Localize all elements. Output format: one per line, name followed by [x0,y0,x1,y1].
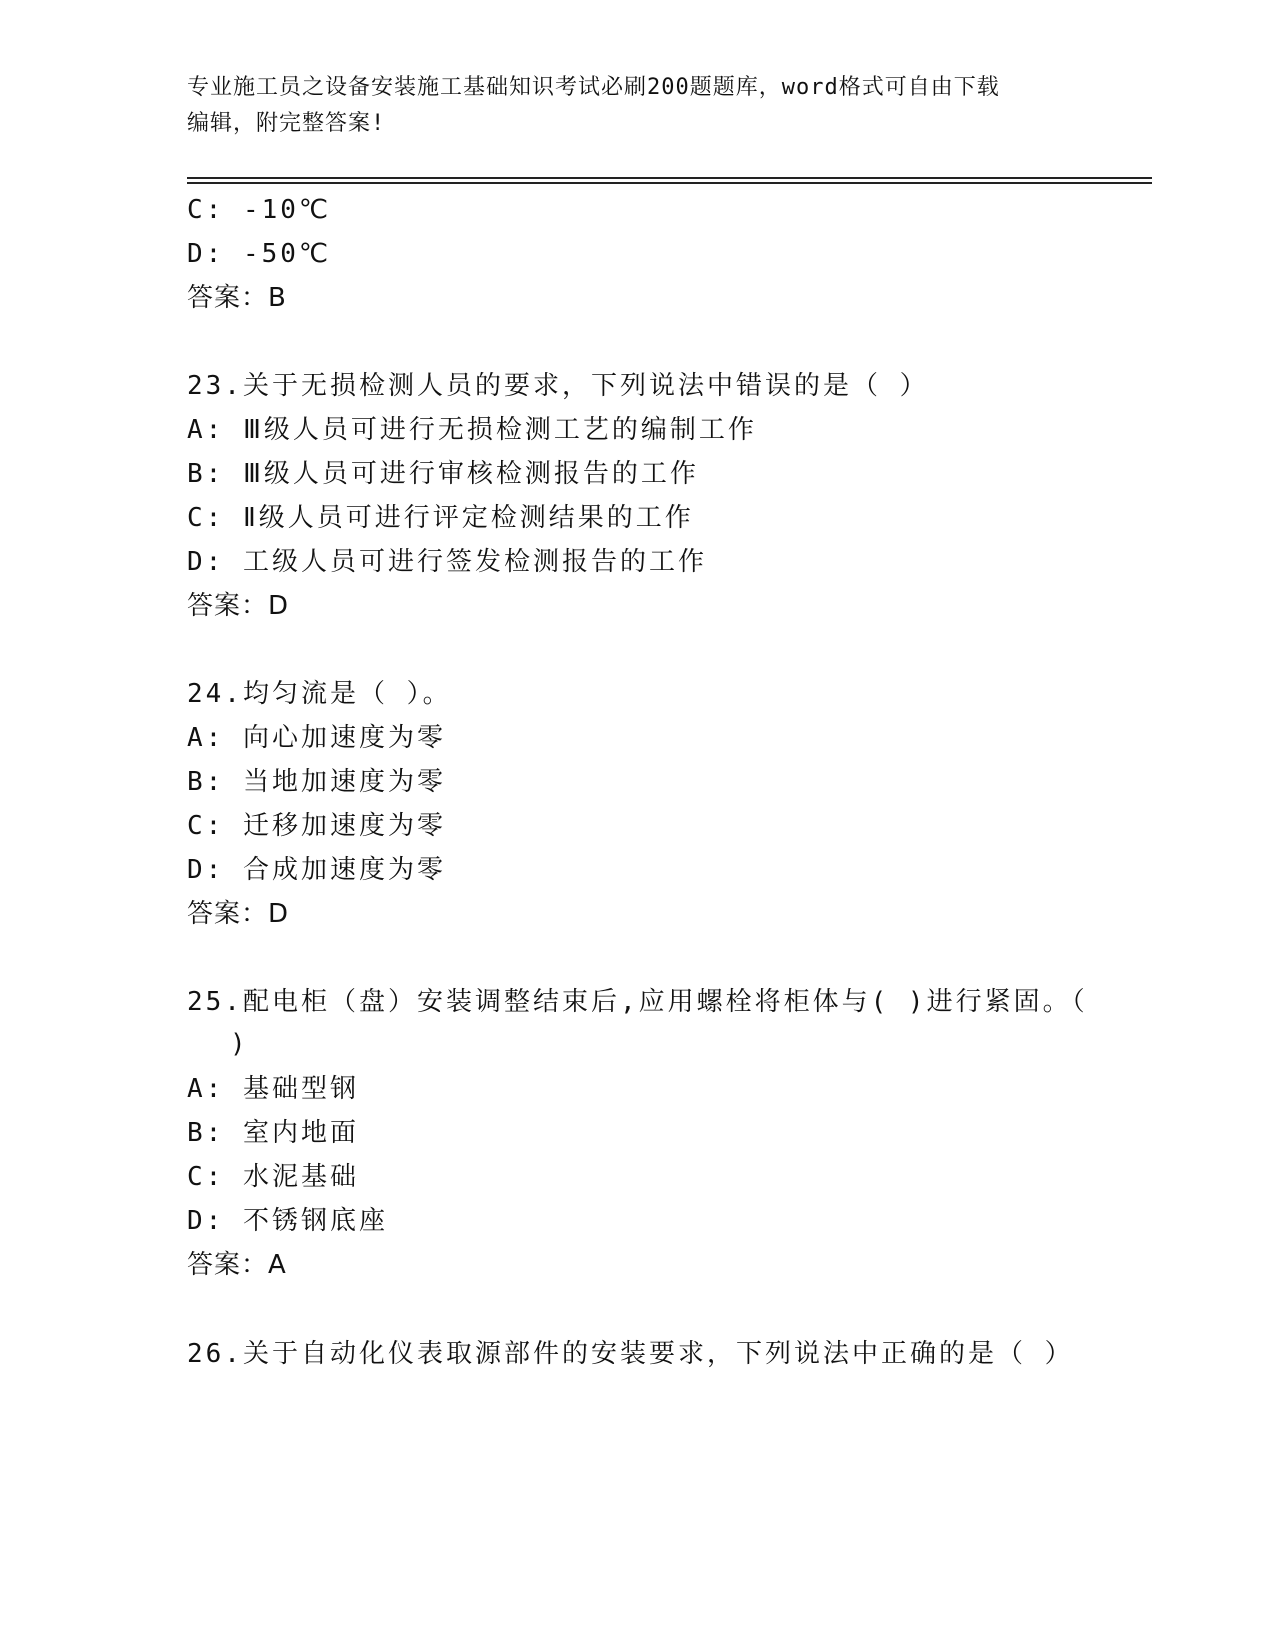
question-24-stem: 24.均匀流是（ ）。 [187,679,452,709]
question-23-answer: 答案：D [187,591,290,621]
question-23-option-c: C: Ⅱ级人员可进行评定检测结果的工作 [187,503,694,533]
question-25-option-b: B: 室内地面 [187,1118,359,1148]
question-25-option-d: D: 不锈钢底座 [187,1206,388,1236]
question-25-stem: 25.配电柜（盘）安装调整结束后,应用螺栓将柜体与( )进行紧固。（ [187,987,1088,1017]
question-23-option-b: B: Ⅲ级人员可进行审核检测报告的工作 [187,459,699,489]
question-25-option-a: A: 基础型钢 [187,1074,359,1104]
question-25-answer: 答案：A [187,1250,287,1280]
question-23-option-a: A: Ⅲ级人员可进行无损检测工艺的编制工作 [187,415,757,445]
header-divider-bottom [187,182,1152,184]
question-24-option-c: C: 迁移加速度为零 [187,811,446,841]
question-26-stem: 26.关于自动化仪表取源部件的安装要求，下列说法中正确的是（ ） [187,1339,1074,1369]
prev-option-d: D: -50℃ [187,239,332,269]
header-title-line-1: 专业施工员之设备安装施工基础知识考试必刷200题题库，word格式可自由下载 [187,75,1000,100]
question-23-stem: 23.关于无损检测人员的要求，下列说法中错误的是（ ） [187,371,929,401]
document-header [187,70,1087,142]
question-24-answer: 答案：D [187,899,290,929]
question-25-option-c: C: 水泥基础 [187,1162,359,1192]
prev-option-c: C: -10℃ [187,195,332,225]
question-24-option-b: B: 当地加速度为零 [187,767,446,797]
prev-answer: 答案：B [187,283,287,313]
question-24-option-d: D: 合成加速度为零 [187,855,446,885]
header-title-line-2: 编辑，附完整答案! [187,111,386,136]
question-25-stem-continued: ) [230,1029,246,1059]
question-23-option-d: D: 工级人员可进行签发检测报告的工作 [187,547,707,577]
header-divider-top [187,177,1152,179]
question-24-option-a: A: 向心加速度为零 [187,723,446,753]
